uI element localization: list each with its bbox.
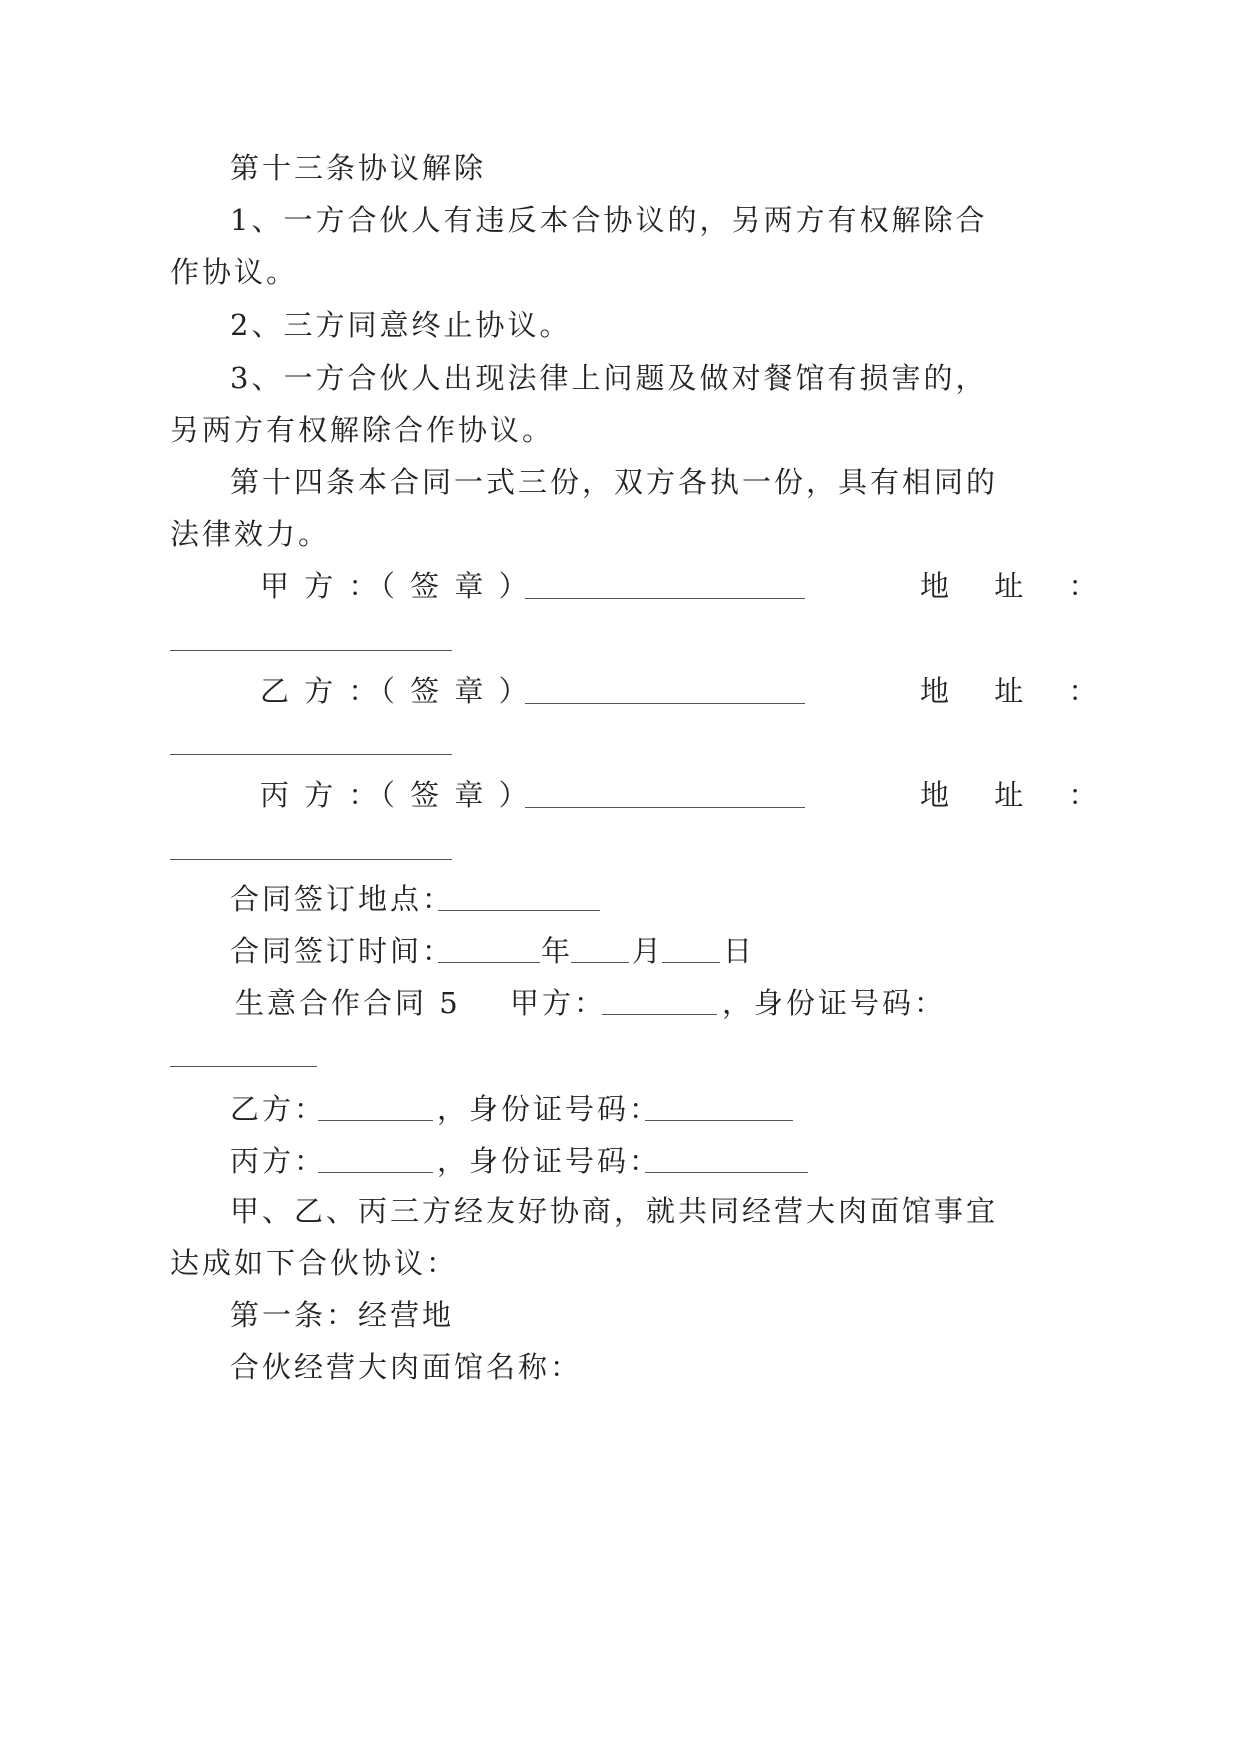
signing-year-label: 年 bbox=[541, 934, 574, 968]
party-a-signature-label: 甲 方 ：（ 签 章 ） bbox=[260, 569, 531, 603]
contract-5-party-b-id-blank bbox=[645, 1120, 793, 1121]
party-a-address-label: 地 址 ： bbox=[920, 569, 1116, 603]
signing-month-label: 月 bbox=[632, 934, 665, 968]
contract-5-party-a-label: 甲方： bbox=[510, 986, 607, 1020]
contract-5-intro-cont: 达成如下合伙协议： bbox=[170, 1246, 459, 1280]
article-13-title: 第十三条协议解除 bbox=[230, 151, 487, 185]
contract-5-party-a-id-label: ，身份证号码： bbox=[722, 986, 947, 1020]
party-b-address-blank bbox=[170, 754, 452, 755]
contract-5-party-a-id-blank bbox=[170, 1066, 317, 1067]
signing-day-label: 日 bbox=[723, 934, 756, 968]
contract-5-party-b-id-label: ，身份证号码： bbox=[437, 1092, 662, 1126]
article-14-cont: 法律效力。 bbox=[170, 517, 331, 551]
contract-5-article-1-title: 第一条：经营地 bbox=[230, 1298, 455, 1332]
contract-5-party-c-name-blank bbox=[318, 1172, 433, 1173]
article-13-item-1-cont: 作协议。 bbox=[170, 255, 299, 289]
signing-place-label: 合同签订地点： bbox=[230, 882, 455, 916]
party-b-signature-blank bbox=[525, 703, 805, 704]
party-a-address-blank bbox=[170, 650, 452, 651]
article-14: 第十四条本合同一式三份，双方各执一份，具有相同的 bbox=[230, 465, 999, 499]
signing-time-label: 合同签订时间： bbox=[230, 934, 455, 968]
signing-month-blank bbox=[571, 962, 629, 963]
signing-year-blank bbox=[438, 962, 540, 963]
article-13-item-2: 2、三方同意终止协议。 bbox=[230, 308, 572, 342]
party-b-address-label: 地 址 ： bbox=[920, 674, 1116, 708]
contract-5-party-c-id-label: ，身份证号码： bbox=[437, 1144, 662, 1178]
contract-5-party-c-id-blank bbox=[645, 1172, 808, 1173]
contract-5-intro: 甲、乙、丙三方经友好协商，就共同经营大肉面馆事宜 bbox=[230, 1194, 999, 1228]
article-13-item-1: 1、一方合伙人有违反本合协议的，另两方有权解除合 bbox=[230, 203, 988, 237]
party-c-address-label: 地 址 ： bbox=[920, 778, 1116, 812]
party-b-signature-label: 乙 方 ：（ 签 章 ） bbox=[260, 674, 531, 708]
article-13-item-3: 3、一方合伙人出现法律上问题及做对餐馆有损害的， bbox=[230, 361, 988, 395]
contract-5-party-b-name-blank bbox=[318, 1120, 433, 1121]
party-c-address-blank bbox=[170, 859, 452, 860]
contract-5-party-b-label: 乙方： bbox=[230, 1092, 327, 1126]
contract-5-title: 生意合作合同 5 bbox=[235, 986, 461, 1020]
contract-5-party-a-name-blank bbox=[602, 1014, 717, 1015]
party-c-signature-blank bbox=[525, 807, 805, 808]
signing-place-blank bbox=[438, 910, 600, 911]
party-a-signature-blank bbox=[525, 598, 805, 599]
contract-5-party-c-label: 丙方： bbox=[230, 1144, 327, 1178]
signing-day-blank bbox=[662, 962, 720, 963]
contract-5-shop-name-label: 合伙经营大肉面馆名称： bbox=[230, 1350, 583, 1384]
party-c-signature-label: 丙 方 ：（ 签 章 ） bbox=[260, 778, 531, 812]
article-13-item-3-cont: 另两方有权解除合作协议。 bbox=[170, 413, 555, 447]
